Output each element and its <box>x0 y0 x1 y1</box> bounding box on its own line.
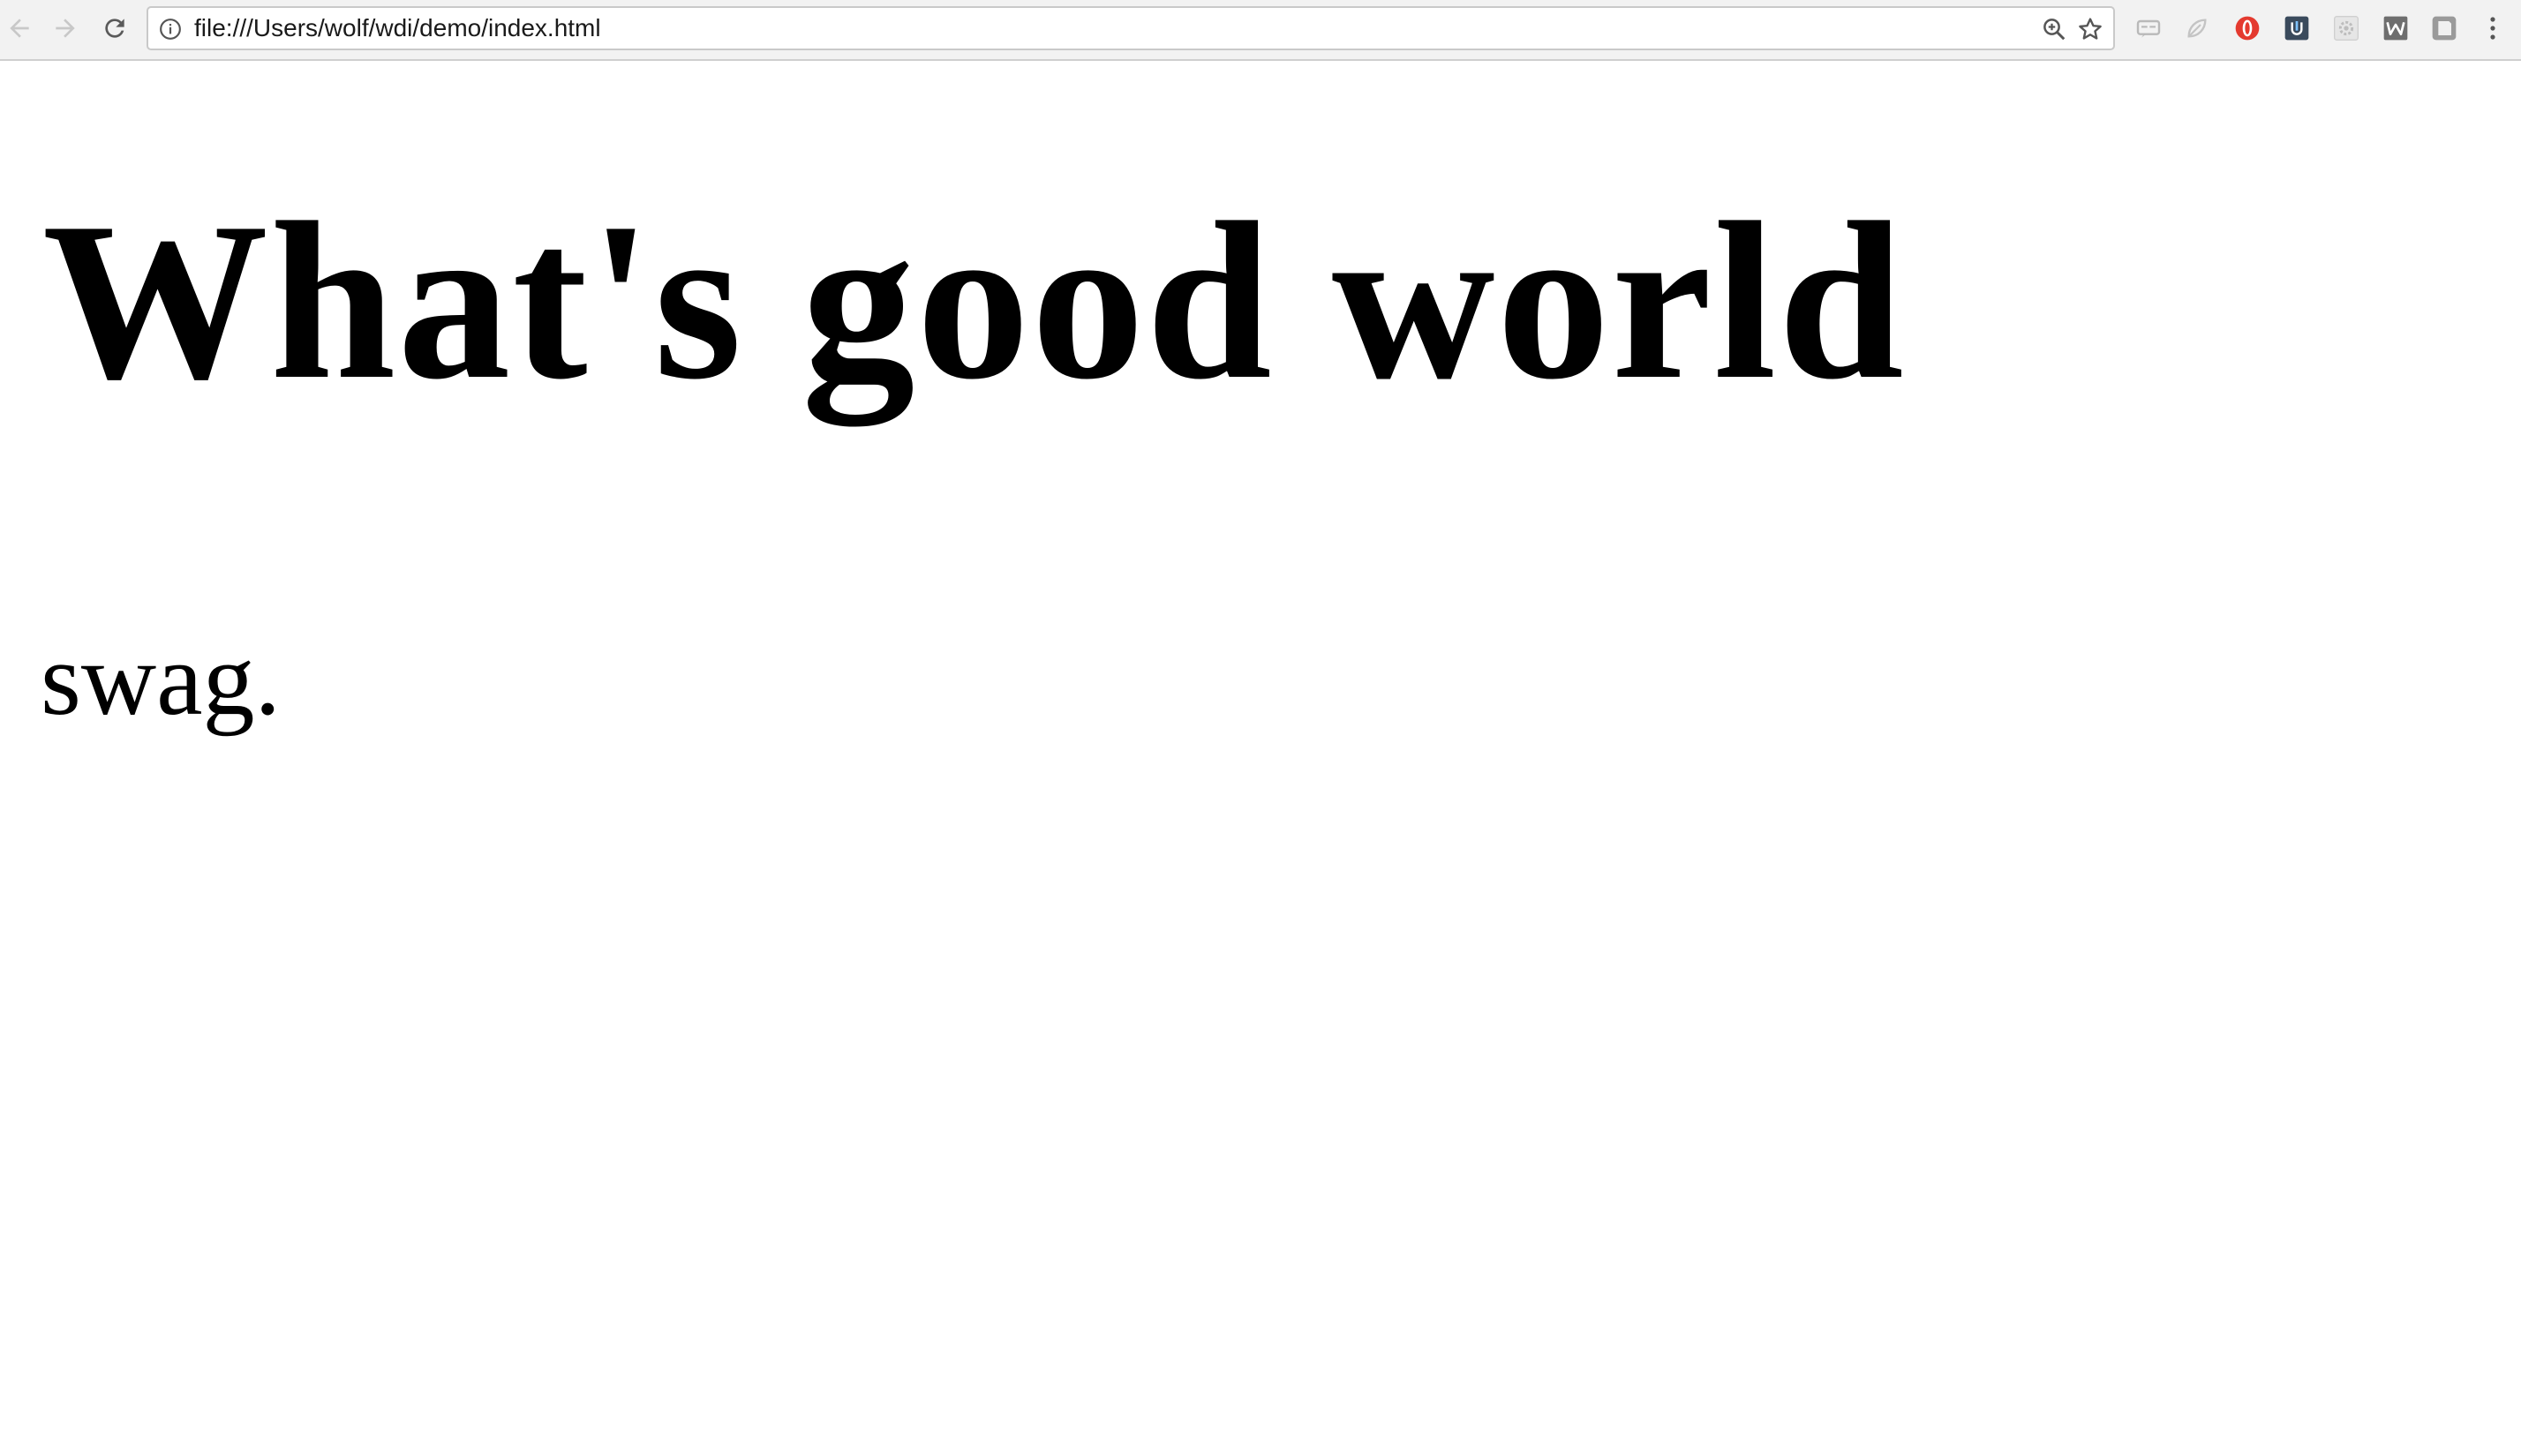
page-content <box>0 63 2521 1456</box>
opera-extension-button[interactable] <box>2233 14 2261 42</box>
back-arrow-icon <box>5 14 34 42</box>
forward-arrow-icon <box>51 14 79 42</box>
notes-icon <box>2430 14 2458 42</box>
caption-icon <box>2134 14 2163 42</box>
page-heading: What's good world <box>42 176 1906 426</box>
browser-toolbar <box>0 0 2521 61</box>
bookmark-star-icon[interactable] <box>2076 15 2104 43</box>
usecase-icon <box>2283 14 2311 42</box>
address-bar[interactable] <box>147 6 2115 50</box>
browser-menu-button[interactable] <box>2482 14 2503 42</box>
url-text[interactable]: file:///Users/wolf/wdi/demo/index.html <box>194 14 601 41</box>
back-button[interactable] <box>0 9 39 48</box>
kebab-menu-icon <box>2482 14 2503 42</box>
caption-extension-button[interactable] <box>2134 14 2163 42</box>
opera-icon <box>2233 14 2261 42</box>
gear-box-extension-button[interactable] <box>2332 14 2360 42</box>
leaf-icon <box>2183 14 2211 42</box>
forward-button[interactable] <box>46 9 85 48</box>
reload-icon <box>101 14 129 42</box>
reload-button[interactable] <box>95 9 134 48</box>
w-icon <box>2382 14 2410 42</box>
w-extension-button[interactable] <box>2382 14 2410 42</box>
usecase-extension-button[interactable] <box>2283 14 2311 42</box>
gear-box-icon <box>2332 14 2360 42</box>
page-paragraph: swag. <box>41 621 282 737</box>
info-icon[interactable] <box>159 18 182 41</box>
leaf-extension-button[interactable] <box>2183 14 2211 42</box>
zoom-icon[interactable] <box>2041 16 2067 42</box>
notes-extension-button[interactable] <box>2430 14 2458 42</box>
